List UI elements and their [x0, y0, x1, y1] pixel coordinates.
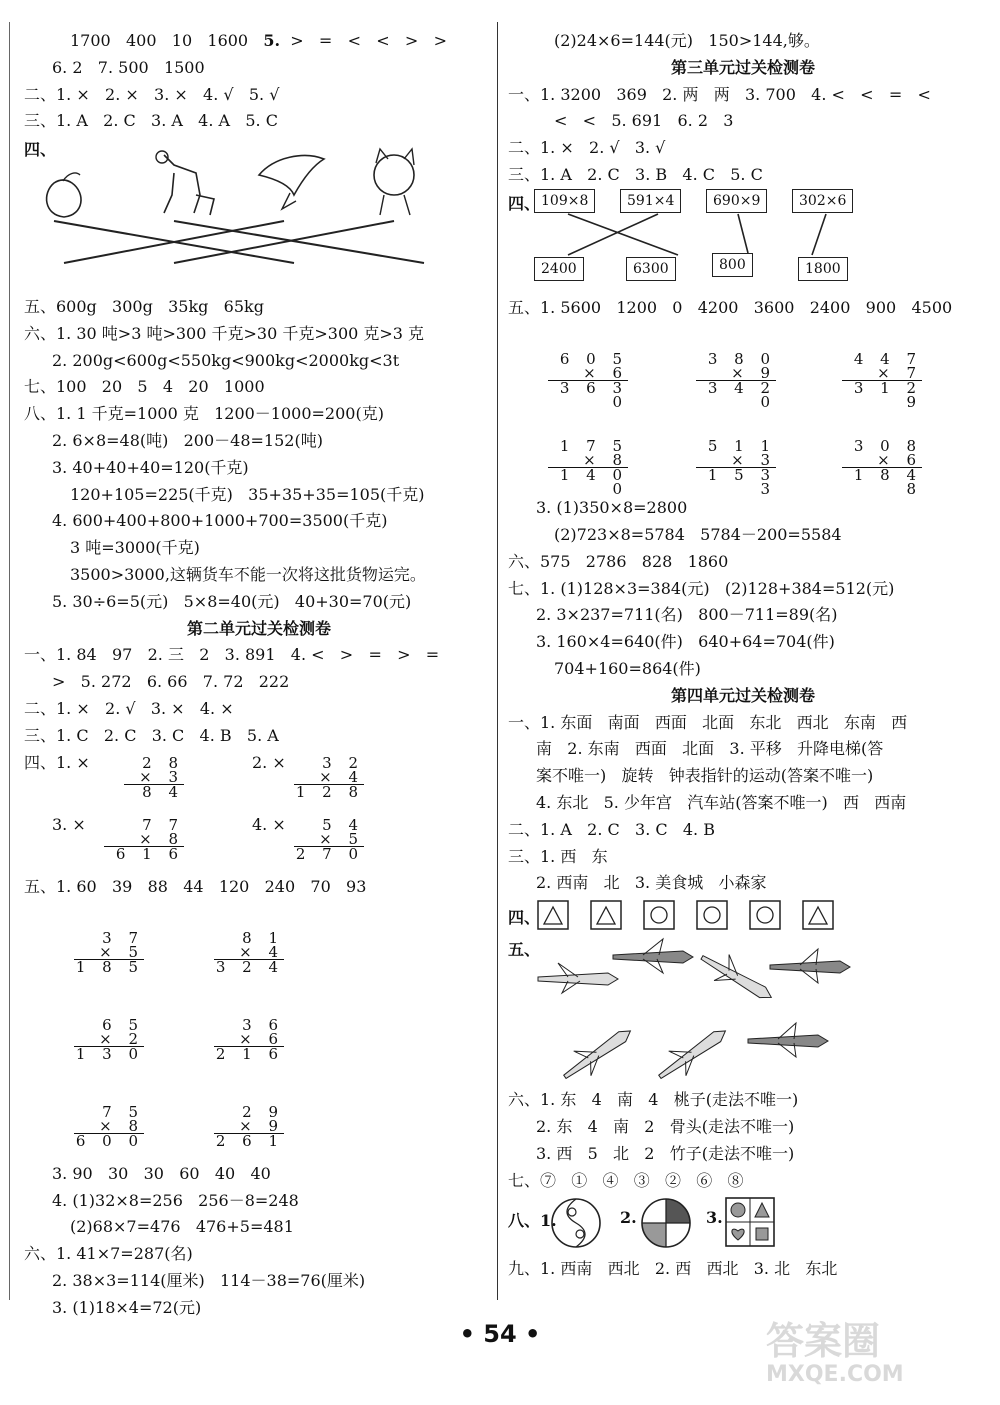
section-label: 四、	[508, 193, 541, 213]
answer-line	[508, 408, 978, 435]
vertical-calc-row	[24, 812, 494, 874]
circle-icon	[644, 901, 674, 929]
answer-line: 6. 2 7. 500 1500	[52, 57, 205, 77]
vertical-multiplication	[842, 437, 922, 499]
answer-line: 六、1. 30 吨>3 吨>300 千克>30 千克>300 克>3 克	[24, 323, 425, 343]
vm-line: 3 1 2 9	[853, 379, 922, 412]
vertical-multiplication	[74, 1015, 144, 1063]
answer-line: 3. 40+40+40=120(千克)	[52, 457, 249, 477]
vm-line: 3 0 8	[853, 437, 922, 456]
vm-line: 6 0 5	[559, 350, 628, 369]
answer-line: (2)24×6=144(元) 150>144,够。	[554, 31, 820, 50]
item-label: 3. ×	[52, 814, 86, 834]
airplanes	[508, 937, 978, 1087]
vertical-multiplication	[696, 437, 776, 499]
vm-line: 5 4	[322, 815, 364, 834]
column-divider	[497, 22, 498, 1300]
airplane-icon	[556, 1018, 639, 1087]
airplane-icon	[538, 963, 618, 993]
item-label: 3.	[706, 1208, 723, 1228]
vm-line: 2 6 1	[215, 1131, 284, 1150]
watermark-logo: 答案圈	[766, 1319, 881, 1363]
vm-line: 1 4 0 0	[559, 466, 628, 499]
shape-row	[508, 897, 978, 937]
answer-box: 800	[712, 253, 753, 277]
vm-line: × 3	[696, 453, 776, 468]
vertical-calc-row	[24, 1014, 494, 1074]
shape-grid-figure	[724, 1196, 784, 1250]
cat-icon	[374, 149, 414, 215]
triangle-icon	[803, 901, 833, 929]
vm-line: 3 2	[322, 753, 364, 772]
answer-line: 1700 400 10 1600 5. > = < < > >	[70, 31, 447, 50]
answer-box: 1800	[798, 257, 848, 281]
vm-line: × 7	[842, 366, 922, 381]
vm-line: 2 9	[242, 1102, 284, 1121]
vm-line: × 6	[842, 453, 922, 468]
vm-line: 2 7 0	[295, 844, 364, 863]
left-column	[24, 28, 494, 1322]
answer-line	[24, 900, 494, 927]
expression-box: 302×6	[792, 189, 853, 213]
vertical-calc-row	[24, 750, 494, 812]
vm-line: 3 8 0	[707, 350, 776, 369]
answer-line: 4. 600+400+800+1000+700=3500(千克)	[52, 511, 388, 531]
circle-icon	[750, 901, 780, 929]
answer-line: 3500>3000,这辆货车不能一次将这批货物运完。	[70, 564, 426, 584]
answer-line: 120+105=225(千克) 35+35+35=105(千克)	[70, 484, 425, 504]
vm-line: × 5	[294, 832, 364, 847]
right-column	[508, 28, 978, 1283]
triangle-icon	[538, 901, 568, 929]
answer-line: > 5. 272 6. 66 7. 72 222	[52, 672, 290, 692]
answer-line: 一、1. 东面 南面 西面 北面 东北 西北 东南 西	[508, 712, 908, 732]
answer-line: 2. 西南 北 3. 美食城 小森家	[536, 873, 767, 893]
answer-line: 六、1. 东 4 南 4 桃子(走法不唯一)	[508, 1090, 799, 1110]
vm-line: × 6	[548, 366, 628, 381]
vm-line: 3 6	[242, 1015, 284, 1034]
answer-line: 案不唯一) 旋转 钟表指针的运动(答案不唯一)	[536, 766, 874, 786]
airplanes-figure	[508, 937, 978, 1087]
item-label: 2.	[620, 1208, 637, 1228]
vm-line: 1 8 4 8	[853, 466, 922, 499]
vm-line: 2 1 6	[215, 1044, 284, 1063]
vm-line: × 4	[294, 770, 364, 785]
answer-line: 二、1. × 2. √ 3. × 4. ×	[24, 698, 234, 718]
vm-line: 6 0 0	[75, 1131, 144, 1150]
vm-line: 2 8	[142, 753, 184, 772]
answer-line: 三、1. C 2. C 3. C 4. B 5. A	[24, 725, 279, 745]
vertical-calc-row	[508, 348, 978, 412]
vertical-multiplication	[294, 815, 364, 863]
horse-icon	[156, 151, 214, 215]
airplane-icon	[695, 944, 779, 1010]
answer-line	[508, 322, 978, 349]
vm-line: × 8	[104, 832, 184, 847]
left-margin-rule	[9, 22, 10, 1300]
vertical-multiplication	[74, 929, 144, 977]
shape-boxes	[536, 899, 856, 933]
vertical-multiplication	[696, 350, 776, 412]
answer-line: 4. (1)32×8=256 256－8=248	[52, 1190, 299, 1210]
answer-line: 3. 90 30 30 60 40 40	[52, 1163, 271, 1183]
answer-line: 七、1. (1)128×3=384(元) (2)128+384=512(元)	[508, 578, 895, 598]
expression-box: 690×9	[706, 189, 767, 213]
dolphin-icon	[259, 156, 324, 209]
answer-line	[24, 987, 494, 1014]
answer-line: 5. 30÷6=5(元) 5×8=40(元) 40+30=70(元)	[52, 591, 412, 611]
circle-icon	[697, 901, 727, 929]
answer-line: 2. 3×237=711(名) 800－711=89(名)	[536, 605, 838, 625]
vertical-multiplication	[294, 753, 364, 801]
vertical-multiplication	[842, 350, 922, 412]
section-title: 第四单元过关检测卷	[670, 685, 815, 705]
matching-diagram	[24, 135, 494, 267]
airplane-icon	[748, 1023, 828, 1057]
vm-line: × 3	[124, 770, 184, 785]
answer-line: 南 2. 东南 西面 北面 3. 平移 升降电梯(答	[536, 739, 884, 759]
quartered-circle-figure	[638, 1196, 698, 1250]
vm-line: × 2	[74, 1032, 144, 1047]
vm-line: × 8	[548, 453, 628, 468]
answer-line: 4. 东北 5. 少年宫 汽车站(答案不唯一) 西 西南	[536, 792, 907, 812]
vertical-multiplication	[214, 929, 284, 977]
vm-line: 6 1 6	[115, 844, 184, 863]
answer-line: 六、1. 41×7=287(名)	[24, 1244, 193, 1264]
vertical-multiplication	[214, 1102, 284, 1150]
answer-line: < < 5. 691 6. 2 3	[554, 111, 734, 131]
vm-line: 3 7	[102, 929, 144, 948]
vertical-multiplication	[104, 815, 184, 863]
section-label: 五、	[508, 940, 541, 960]
answer-line: 六、575 2786 828 1860	[508, 551, 729, 571]
answer-line: 三、1. 西 东	[508, 846, 608, 866]
answer-line: 704+160=864(件)	[554, 658, 701, 678]
answer-line: 五、1. 5600 1200 0 4200 3600 2400 900 4500	[508, 297, 953, 317]
airplane-icon	[613, 939, 693, 973]
answer-line: 二、1. A 2. C 3. C 4. B	[508, 819, 715, 839]
answer-line: 一、1. 84 97 2. 三 2 3. 891 4. < > = > =	[24, 645, 440, 665]
section-label: 四、	[24, 140, 57, 160]
vertical-calc-row	[508, 435, 978, 499]
vm-line: × 9	[696, 366, 776, 381]
item-label: 2. ×	[252, 752, 286, 772]
answer-line: 2. 6×8=48(吨) 200－48=152(吨)	[52, 430, 323, 450]
answer-line: 二、1. × 2. √ 3. √	[508, 138, 666, 158]
vm-line: 3 4 2 0	[707, 379, 776, 412]
vm-line: 1 3 0	[75, 1044, 144, 1063]
page-number: • 54 •	[459, 1320, 541, 1348]
answer-line: 2. 东 4 南 2 骨头(走法不唯一)	[536, 1116, 795, 1136]
vm-line: × 4	[214, 945, 284, 960]
answer-line: 二、1. × 2. × 3. × 4. √ 5. √	[24, 84, 280, 104]
answer-line: 三、1. A 2. C 3. A 4. A 5. C	[24, 111, 278, 131]
answer-line: 2. 200g<600g<550kg<900kg<2000kg<3t	[52, 350, 400, 370]
answer-line: 3. 西 5 北 2 竹子(走法不唯一)	[536, 1143, 795, 1163]
answer-box: 2400	[534, 257, 584, 281]
vertical-multiplication	[214, 1015, 284, 1063]
vm-line: 3 2 4	[215, 958, 284, 977]
vm-line: 8 4	[142, 782, 184, 801]
answer-line: 三、1. A 2. C 3. B 4. C 5. C	[508, 164, 763, 184]
matching-lines	[24, 135, 494, 267]
answer-line: 八、1. 1 千克=1000 克 1200－1000=200(克)	[24, 404, 384, 424]
vm-line: 8 1	[242, 929, 284, 948]
answer-line: 九、1. 西南 西北 2. 西 西北 3. 北 东北	[508, 1259, 838, 1279]
answer-line: (2)723×8=5784 5784－200=5584	[554, 524, 842, 544]
vertical-multiplication	[548, 350, 628, 412]
vm-line: 7 5	[102, 1102, 144, 1121]
section-label: 八、1.	[508, 1211, 557, 1231]
item-label: 4. ×	[252, 814, 286, 834]
vm-line: 4 4 7	[853, 350, 922, 369]
figures-row	[508, 1194, 978, 1256]
answer-line: 3 吨=3000(千克)	[70, 538, 200, 558]
item-label: 四、1. ×	[24, 752, 90, 772]
vm-line: 1 2 8	[295, 782, 364, 801]
vertical-multiplication	[548, 437, 628, 499]
answer-line: 一、1. 3200 369 2. 两 两 3. 700 4. < < = <	[508, 84, 931, 104]
vm-line: 1 8 5	[75, 958, 144, 977]
answer-line: 七、⑦ ① ④ ③ ② ⑥ ⑧	[508, 1170, 744, 1190]
answer-box: 6300	[626, 257, 676, 281]
answer-line: 五、600g 300g 35kg 65kg	[24, 296, 264, 316]
answer-line: 2. 38×3=114(厘米) 114－38=76(厘米)	[52, 1270, 366, 1290]
section-title: 第三单元过关检测卷	[670, 57, 815, 77]
vm-line: 6 5	[102, 1015, 144, 1034]
airplane-icon	[770, 949, 850, 983]
vm-line: 1 5 3 3	[707, 466, 776, 499]
answer-line: 3. (1)18×4=72(元)	[52, 1297, 202, 1317]
answer-line: 3. (1)350×8=2800	[536, 498, 688, 518]
vm-line: × 8	[74, 1119, 144, 1134]
triangle-icon	[591, 901, 621, 929]
answer-line: (2)68×7=476 476+5=481	[70, 1217, 294, 1237]
vertical-calc-row	[24, 927, 494, 987]
airplane-icon	[651, 1018, 734, 1087]
watermark-url: MXQE.COM	[766, 1362, 904, 1387]
vertical-multiplication	[124, 753, 184, 801]
vm-line: 7 7	[142, 815, 184, 834]
answer-line	[24, 1074, 494, 1101]
vertical-multiplication	[74, 1102, 144, 1150]
peach-icon	[47, 173, 81, 217]
vm-line: × 9	[214, 1119, 284, 1134]
vm-line: 1 7 5	[559, 437, 628, 456]
taiji-circle-figure	[548, 1196, 608, 1250]
vertical-calc-row	[24, 1101, 494, 1161]
weights-row	[24, 267, 494, 294]
watermark	[766, 1320, 986, 1395]
expression-box: 109×8	[534, 189, 595, 213]
answer-line: 五、1. 60 39 88 44 120 240 70 93	[24, 876, 367, 896]
section-title: 第二单元过关检测卷	[186, 618, 331, 638]
answer-line: 七、100 20 5 4 20 1000	[24, 377, 265, 397]
vm-line: 5 1 1	[707, 437, 776, 456]
vm-line: × 5	[74, 945, 144, 960]
box-matching	[508, 189, 978, 295]
vm-line: × 6	[214, 1032, 284, 1047]
answer-line: 3. 160×4=640(件) 640+64=704(件)	[536, 632, 835, 652]
expression-box: 591×4	[620, 189, 681, 213]
section-label: 四、	[508, 908, 541, 928]
vm-line: 3 6 3 0	[559, 379, 628, 412]
